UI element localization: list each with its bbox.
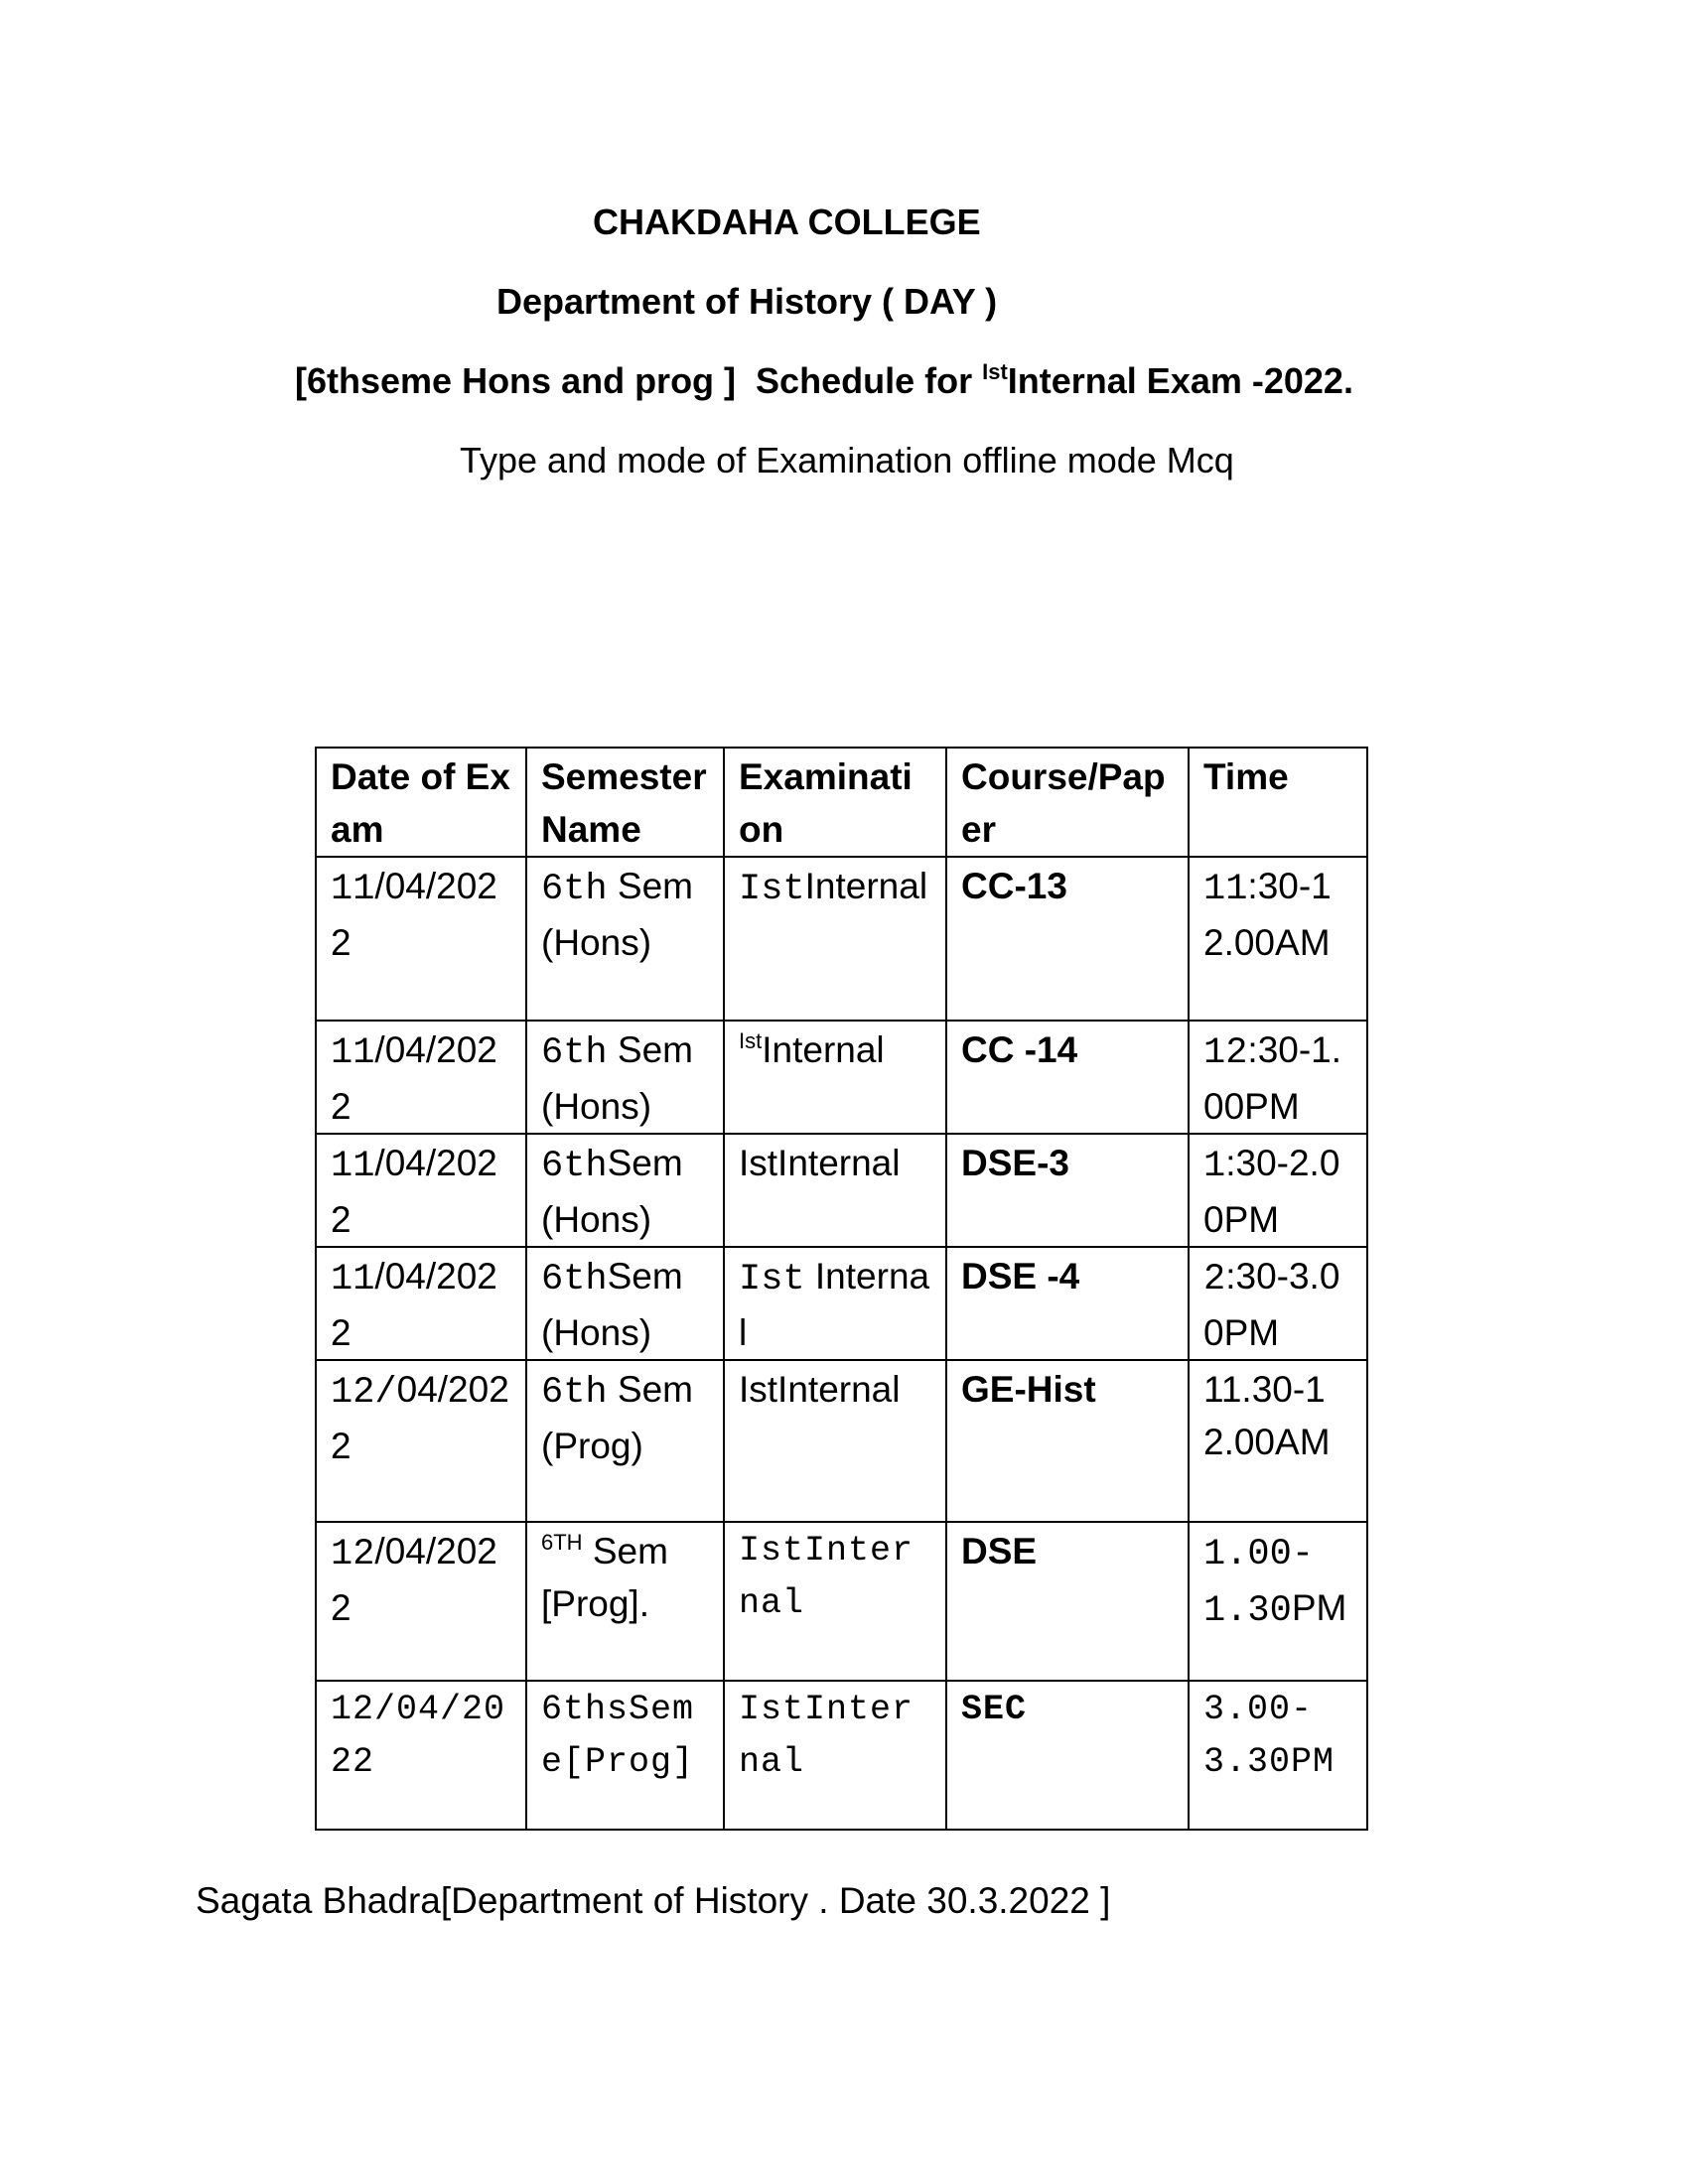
cell-examination: IstInternal [724,1360,946,1522]
cell-semester: 6th Sem (Hons) [526,1021,724,1134]
cell-time: 2:30-3.00PM [1189,1247,1367,1360]
header-semester: Semester Name [526,748,724,857]
cell-course: CC -14 [946,1021,1189,1134]
cell-time: 1.00-1.30PM [1189,1522,1367,1681]
cell-date: 12/04/2022 [316,1681,526,1830]
cell-course: CC-13 [946,857,1189,1021]
table-header-row [316,748,1367,857]
cell-examination: IstInternal [724,1681,946,1830]
cell-examination: $^{Ist}$Internal [724,1021,946,1134]
cell-course: SEC [946,1681,1189,1830]
cell-time: 12:30-1.00PM [1189,1021,1367,1134]
cell-semester: 6thSem (Hons) [526,1247,724,1360]
exam-mode-line: Type and mode of Examination offline mode Mcq [460,440,1234,480]
cell-examination: IstInternal [724,1134,946,1247]
signature-line: Sagata Bhadra[Department of History . Date 30.3.2022 ] [196,1880,1111,1921]
cell-semester: 6th Sem (Hons) [526,857,724,1021]
table-row [316,1247,1367,1360]
header-examination: Examination [724,748,946,857]
exam-schedule-table [315,747,1368,1831]
cell-course: GE-Hist [946,1360,1189,1522]
cell-examination: IstInternal [724,1522,946,1681]
table-row [316,1134,1367,1247]
cell-date: 11/04/2022 [316,1134,526,1247]
header-time: Time [1189,748,1367,857]
header-course: Course/Paper [946,748,1189,857]
cell-time: 11:30-12.00AM [1189,857,1367,1021]
table-row [316,1021,1367,1134]
cell-date: 11/04/2022 [316,857,526,1021]
schedule-title-superscript: Ist [982,359,1008,384]
college-title: CHAKDAHA COLLEGE [593,202,981,242]
cell-semester: 6th Sem(Prog) [526,1360,724,1522]
cell-time: 1:30-2.00PM [1189,1134,1367,1247]
schedule-title [295,359,1353,403]
cell-date: 11/04/2022 [316,1247,526,1360]
schedule-title-prefix: [6thseme Hons and prog ] Schedule for [295,360,983,401]
cell-semester: 6thSem (Hons) [526,1134,724,1247]
cell-date: 12/04/2022 [316,1360,526,1522]
header-date: Date of Exam [316,748,526,857]
cell-examination: IstInternal [724,857,946,1021]
cell-course: DSE [946,1522,1189,1681]
table-row [316,1681,1367,1830]
table-row [316,1522,1367,1681]
cell-date: 12/04/2022 [316,1522,526,1681]
table-row [316,1360,1367,1522]
schedule-title-suffix: Internal Exam -2022. [1007,360,1353,401]
table-row [316,857,1367,1021]
cell-semester: $^{6TH}$ Sem [Prog]. [526,1522,724,1681]
cell-semester: 6thsSeme[Prog] [526,1681,724,1830]
cell-examination: Ist Internal [724,1247,946,1360]
department-title: Department of History ( DAY ) [496,281,998,322]
cell-date: 11/04/2022 [316,1021,526,1134]
cell-time: 11.30-12.00AM [1189,1360,1367,1522]
cell-course: DSE -4 [946,1247,1189,1360]
cell-course: DSE-3 [946,1134,1189,1247]
cell-time: 3.00-3.30PM [1189,1681,1367,1830]
